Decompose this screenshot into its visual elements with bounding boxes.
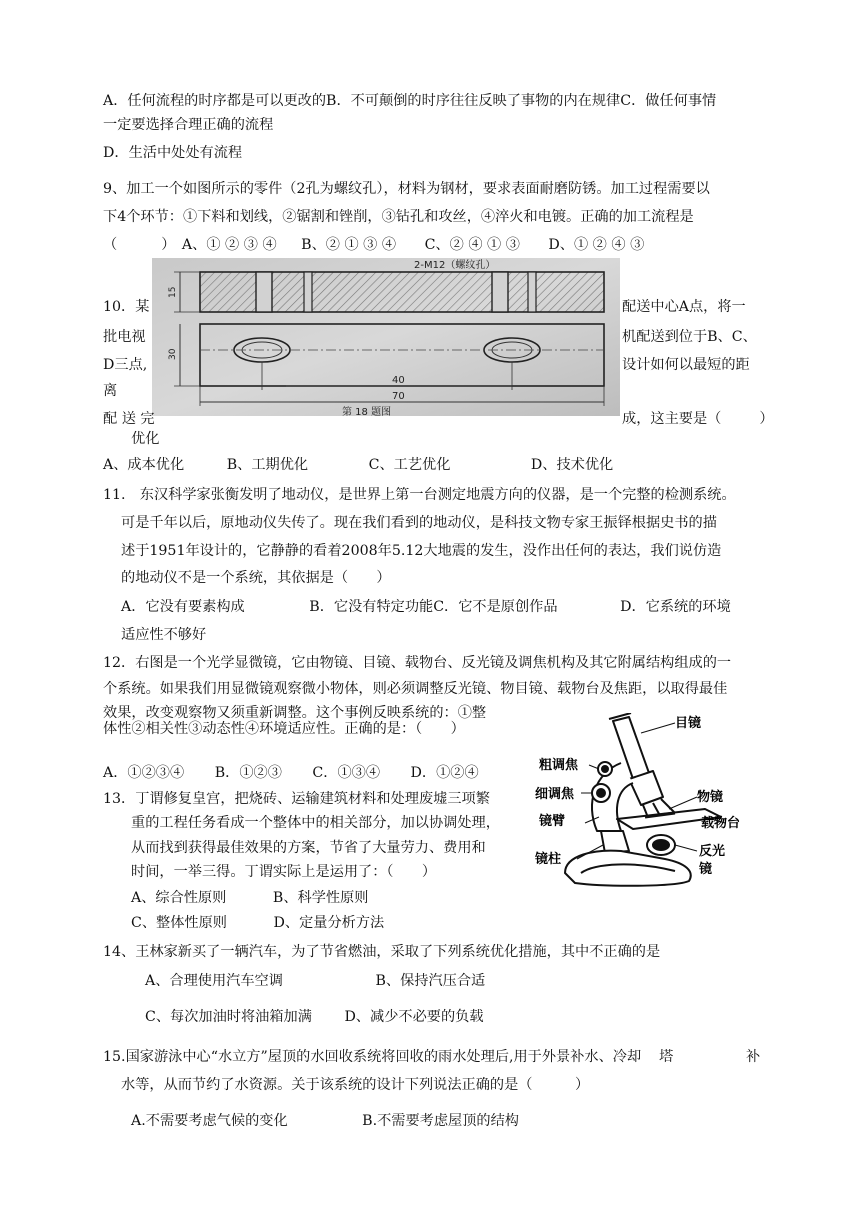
q10-left-3: D三点, bbox=[103, 357, 148, 373]
q12-option-c: C．①③④ bbox=[312, 765, 381, 781]
q11-option-d: D．它系统的环境 bbox=[620, 599, 731, 615]
dim-30: 30 bbox=[168, 348, 178, 360]
q10-option-d: D、技术优化 bbox=[530, 457, 614, 473]
q14-line-1: 14、王林家新买了一辆汽车，为了节省燃油，采取了下列系统优化措施，其中不正确的是 bbox=[103, 944, 661, 960]
q13-line-4: 时间，一举三得。丁谓实际上是运用了：（ ） bbox=[131, 864, 437, 880]
q15-line-1a: 15.国家游泳中心“水立方”屋顶的水回收系统将回收的雨水处理后,用于外景补水、冷却 bbox=[103, 1049, 642, 1065]
label-arm: 镜臂 bbox=[539, 814, 566, 829]
q8-line-3: D．生活中处处有流程 bbox=[103, 145, 243, 161]
q14-option-d: D、减少不必要的负载 bbox=[344, 1009, 484, 1025]
label-coarse-focus: 粗调焦 bbox=[539, 758, 579, 773]
q10-left-6: 优化 bbox=[131, 431, 160, 447]
q15-line-1b: 塔 bbox=[659, 1049, 674, 1065]
part-drawing bbox=[152, 258, 620, 416]
q13-option-d: D、定量分析方法 bbox=[273, 915, 385, 931]
q11-line-4: 的地动仪不是一个系统，其依据是（ ） bbox=[121, 570, 391, 586]
q10-right-5 bbox=[622, 410, 774, 428]
q8-line-1: A．任何流程的时序都是可以更改的B．不可颠倒的时序往往反映了事物的内在规律C．做任何事情 bbox=[103, 93, 717, 109]
label-objective: 物镜 bbox=[697, 790, 724, 805]
q10-right-3: 设计如何以最短的距 bbox=[622, 357, 750, 373]
q9-options-line bbox=[103, 236, 644, 254]
q10-left-2: 批电视 bbox=[103, 329, 146, 345]
q13-options-line-2 bbox=[131, 914, 384, 932]
q15-option-a: A.不需要考虑气候的变化 bbox=[131, 1113, 288, 1129]
q10-option-c: C、工艺优化 bbox=[368, 457, 451, 473]
microscope-figure bbox=[525, 713, 780, 888]
label-pillar: 镜柱 bbox=[535, 852, 562, 867]
q11-option-bc: B．它没有特定功能C．它不是原创作品 bbox=[309, 599, 558, 615]
q11-line-2: 可是千年以后，原地动仪失传了。现在我们看到的地动仪，是科技文物专家王振铎根据史书的描 bbox=[121, 515, 717, 531]
label-mirror-1: 反光 bbox=[699, 844, 726, 859]
q14-option-b: B、保持汽压合适 bbox=[375, 973, 486, 989]
figure-caption: 第 18 题图 bbox=[342, 407, 392, 416]
q15-line-2: 水等，从而节约了水资源。关于该系统的设计下列说法正确的是（ ） bbox=[121, 1077, 590, 1093]
q9-option-a: A、① ② ③ ④ bbox=[181, 237, 277, 253]
label-stage: 载物台 bbox=[701, 816, 741, 831]
dim-15: 15 bbox=[168, 286, 178, 298]
q13-option-a: A、综合性原则 bbox=[131, 890, 227, 906]
q10-option-b: B、工期优化 bbox=[226, 457, 309, 473]
q10-right-2: 机配送到位于B、C、 bbox=[622, 329, 757, 345]
q9-line-2: 下4个环节：①下料和划线，②锯割和锉削，③钻孔和攻丝，④淬火和电镀。正确的加工流程是 bbox=[103, 209, 694, 225]
q15-line-1c: 补 bbox=[746, 1049, 761, 1065]
q11-line-1: 11. 东汉科学家张衡发明了地动仪，是世界上第一台测定地震方向的仪器，是一个完整的检测系统。 bbox=[103, 487, 736, 503]
q11-option-d-cont: 适应性不够好 bbox=[121, 627, 207, 643]
q10-left-4: 离 bbox=[103, 383, 118, 399]
q15-options-line bbox=[131, 1112, 519, 1130]
q9-line-1: 9、加工一个如图所示的零件（2孔为螺纹孔），材料为钢材，要求表面耐磨防锈。加工过程需要以 bbox=[103, 181, 710, 197]
q10-left-1: 10．某 bbox=[103, 299, 150, 315]
q15-option-b: B.不需要考虑屋顶的结构 bbox=[362, 1113, 519, 1129]
q9-option-c: C、② ④ ① ③ bbox=[424, 237, 520, 253]
q11-line-3: 述于1951年设计的，它静静的看着2008年5.12大地震的发生，没作出任何的表达，我们说仿造 bbox=[121, 543, 722, 559]
q12-line-4: 体性②相关性③动态性④环境适应性。正确的是：（ ） bbox=[103, 721, 465, 737]
q10-left-5: 配 送 完 bbox=[103, 411, 155, 427]
label-mirror-2: 镜 bbox=[699, 862, 713, 877]
q11-option-a: A．它没有要素构成 bbox=[121, 599, 245, 615]
q12-line-3: 效果，改变观察物又须重新调整。这个事例反映系统的：①整 bbox=[103, 705, 487, 721]
q12-option-d: D．①②④ bbox=[410, 765, 479, 781]
q12-option-a: A．①②③④ bbox=[103, 765, 185, 781]
q14-options-line-1 bbox=[145, 972, 485, 990]
q12-options-line bbox=[103, 764, 479, 782]
dim-70: 70 bbox=[392, 391, 405, 402]
q10-option-a: A、成本优化 bbox=[103, 457, 185, 473]
q10-options-line bbox=[103, 456, 613, 474]
q13-options-line-1 bbox=[131, 889, 368, 907]
q14-option-c: C、每次加油时将油箱加满 bbox=[145, 1009, 312, 1025]
q14-option-a: A、合理使用汽车空调 bbox=[145, 973, 283, 989]
q10-right-5-close: ） bbox=[759, 411, 774, 427]
q13-line-1: 13．丁谓修复皇宫，把烧砖、运输建筑材料和处理废墟三项繁 bbox=[103, 791, 490, 807]
q13-option-b: B、科学性原则 bbox=[272, 890, 369, 906]
q11-options-line bbox=[121, 598, 731, 616]
q8-line-2: 一定要选择合理正确的流程 bbox=[103, 117, 274, 133]
q15-line-1 bbox=[103, 1048, 673, 1066]
q10-right-5-text: 成，这主要是（ bbox=[622, 411, 722, 427]
label-fine-focus: 细调焦 bbox=[535, 787, 575, 802]
q13-line-2: 重的工程任务看成一个整体中的相关部分，加以协调处理， bbox=[131, 815, 500, 831]
q9-paren-open: （ bbox=[103, 237, 118, 253]
q14-options-line-2 bbox=[145, 1008, 484, 1026]
q9-option-d: D、① ② ④ ③ bbox=[548, 237, 645, 253]
q9-paren-close: ） bbox=[161, 237, 176, 253]
q12-option-b: B．①②③ bbox=[214, 765, 282, 781]
q10-right-1: 配送中心A点，将一 bbox=[622, 299, 746, 315]
thread-hole-label: 2-M12（螺纹孔） bbox=[414, 260, 496, 271]
q13-line-3: 从而找到获得最佳效果的方案，节省了大量劳力、费用和 bbox=[131, 840, 486, 856]
q9-option-b: B、② ① ③ ④ bbox=[301, 237, 397, 253]
q12-line-2: 个系统。如果我们用显微镜观察微小物体，则必须调整反光镜、物目镜、载物台及焦距，以取得最佳 bbox=[103, 681, 728, 697]
q12-line-1: 12．右图是一个光学显微镜，它由物镜、目镜、载物台、反光镜及调焦机构及其它附属结构组成的一 bbox=[103, 655, 732, 671]
q13-option-c: C、整体性原则 bbox=[131, 915, 227, 931]
label-eyepiece: 目镜 bbox=[675, 716, 702, 731]
dim-40: 40 bbox=[392, 375, 405, 386]
